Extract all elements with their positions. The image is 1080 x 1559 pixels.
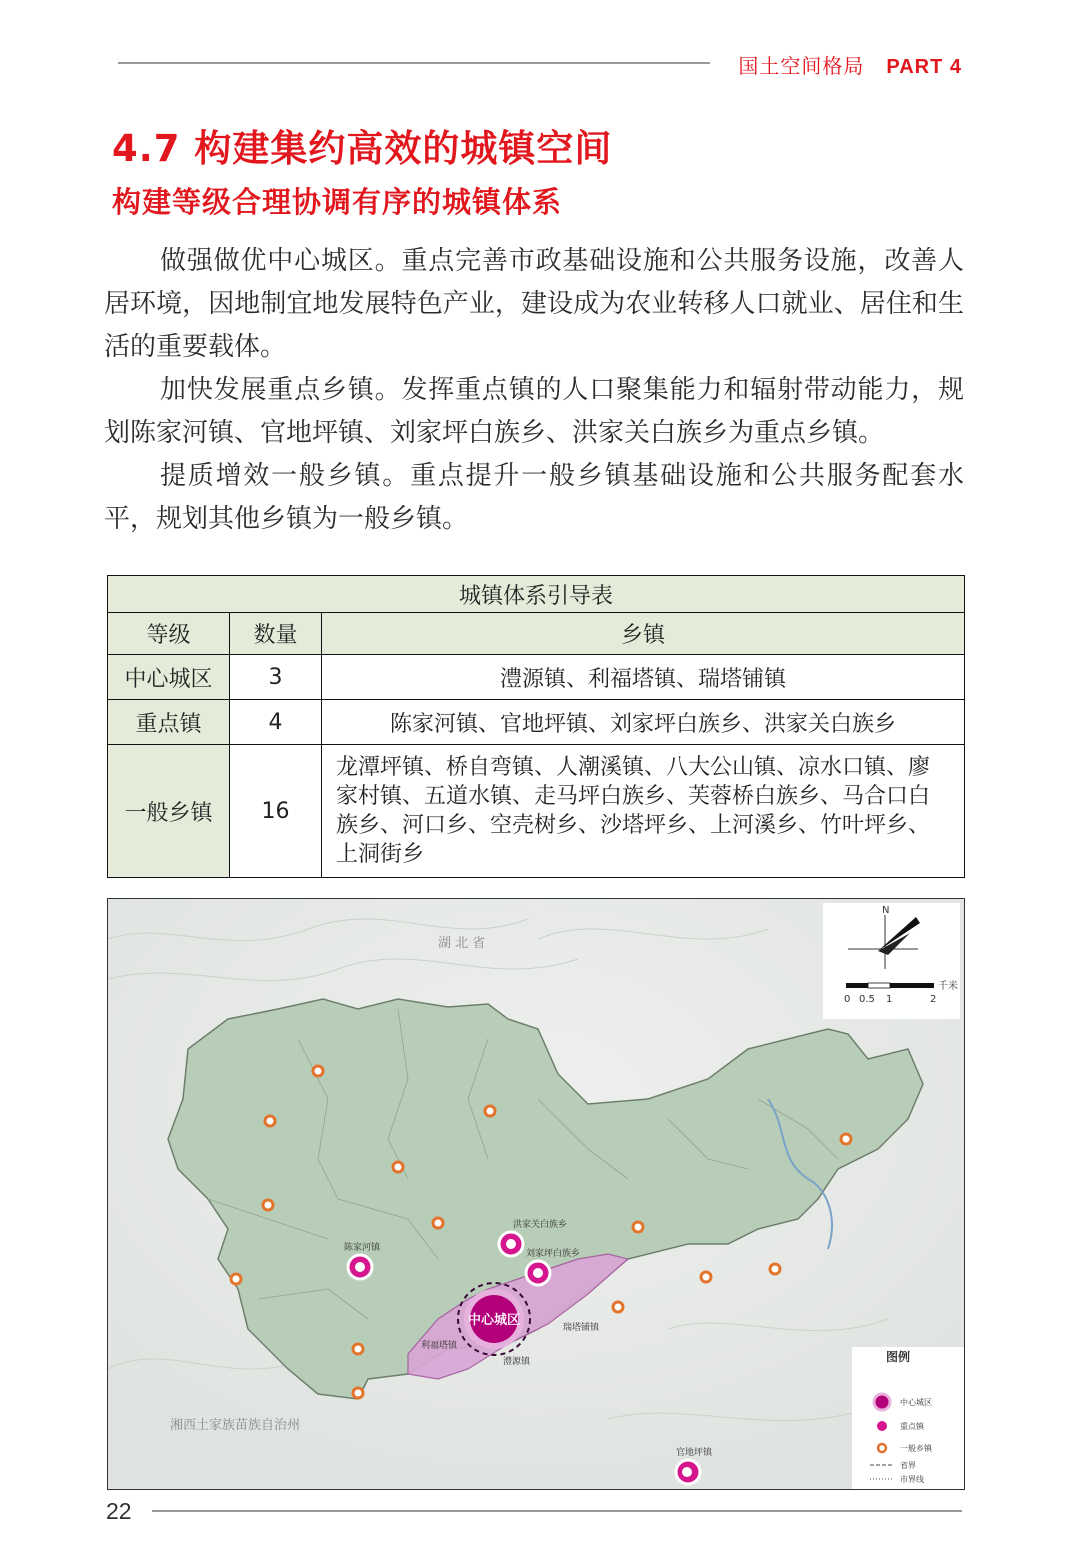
neighbor-label: 湘西土家族苗族自治州 (170, 1418, 301, 1433)
key-town-dot (533, 1268, 543, 1278)
cell-towns: 澧源镇、利福塔镇、瑞塔铺镇 (322, 655, 965, 700)
urban-town-label: 利福塔镇 (421, 1341, 458, 1351)
table-row (108, 700, 965, 745)
page-number: 22 (106, 1498, 132, 1524)
legend-title: 图例 (886, 1350, 911, 1364)
urban-town-label: 澧源镇 (503, 1357, 531, 1367)
cell-level: 重点镇 (108, 700, 230, 745)
running-header (738, 50, 962, 79)
legend-key-label: 重点镇 (900, 1422, 924, 1431)
cell-towns: 陈家河镇、官地坪镇、刘家坪白族乡、洪家关白族乡 (322, 700, 965, 745)
province-label: 湖 北 省 (438, 936, 486, 951)
paragraph: 加快发展重点乡镇。发挥重点镇的人口聚集能力和辐射带动能力，规划陈家河镇、官地坪镇、刘家坪白族乡、洪家关白族乡为重点乡镇。 (104, 375, 964, 448)
table-header: 数量 (230, 613, 322, 655)
footer-rule (152, 1510, 962, 1512)
key-town-dot (506, 1239, 516, 1249)
general-town-marker (265, 1116, 275, 1126)
legend-center-label: 中心城区 (900, 1398, 932, 1407)
section-subtitle: 构建等级合理协调有序的城镇体系 (112, 185, 563, 219)
scale-tick: 2 (930, 994, 937, 1005)
general-town-marker (633, 1222, 643, 1232)
general-town-marker (313, 1066, 323, 1076)
legend-center-icon (874, 1394, 890, 1410)
scale-tick: 0.5 (859, 994, 875, 1005)
key-town-dot (682, 1467, 692, 1477)
legend-prov-label: 省界 (900, 1461, 916, 1470)
header-section: 国土空间格局 (738, 54, 865, 78)
town-system-map (107, 898, 965, 1490)
key-town-label: 陈家河镇 (344, 1243, 381, 1253)
key-town-label: 官地坪镇 (676, 1448, 713, 1458)
general-town-marker (841, 1134, 851, 1144)
cell-level: 一般乡镇 (108, 745, 230, 878)
scale-unit: 千米 (938, 981, 958, 992)
general-town-marker (485, 1106, 495, 1116)
key-town-dot (355, 1262, 365, 1272)
key-town-label: 刘家坪白族乡 (526, 1249, 581, 1259)
legend-key-icon (876, 1420, 888, 1432)
urban-town-label: 瑞塔铺镇 (563, 1323, 600, 1333)
cell-towns: 龙潭坪镇、桥自弯镇、人潮溪镇、八大公山镇、凉水口镇、廖家村镇、五道水镇、走马坪白族乡、芙蓉桥白族乡、马合口白族乡、河口乡、空壳树乡、沙塔坪乡、上河溪乡、竹叶坪乡、上洞街乡 (322, 745, 965, 878)
general-town-marker (353, 1388, 363, 1398)
scale-bar-segment (846, 983, 868, 988)
cell-count: 16 (230, 745, 322, 878)
table-row (108, 745, 965, 878)
map-legend (852, 1347, 964, 1489)
legend-city-label: 市界线 (900, 1475, 924, 1484)
table-header: 乡镇 (322, 613, 965, 655)
body-text (104, 240, 964, 541)
paragraph: 做强做优中心城区。重点完善市政基础设施和公共服务设施，改善人居环境，因地制宜地发展特色产业，建设成为农业转移人口就业、居住和生活的重要载体。 (104, 246, 964, 362)
scale-tick: 0 (844, 994, 851, 1005)
table-title: 城镇体系引导表 (108, 576, 965, 613)
general-town-marker (231, 1274, 241, 1284)
general-town-marker (433, 1218, 443, 1228)
scale-tick: 1 (886, 994, 893, 1005)
general-town-marker (353, 1344, 363, 1354)
header-part: PART 4 (886, 56, 962, 78)
general-town-marker (263, 1200, 273, 1210)
paragraph: 提质增效一般乡镇。重点提升一般乡镇基础设施和公共服务配套水平，规划其他乡镇为一般乡镇。 (104, 461, 964, 534)
scale-bar-segment (868, 983, 890, 988)
center-city-label: 中心城区 (467, 1313, 521, 1328)
general-town-marker (701, 1272, 711, 1282)
north-label: N (882, 905, 890, 916)
legend-general-label: 一般乡镇 (900, 1444, 932, 1453)
key-town-label: 洪家关白族乡 (513, 1220, 568, 1230)
legend-general-icon (878, 1444, 886, 1452)
header-rule (118, 62, 710, 64)
scale-bar-segment (890, 983, 934, 988)
general-town-marker (770, 1264, 780, 1274)
section-title: 4.7 构建集约高效的城镇空间 (112, 127, 613, 170)
cell-level: 中心城区 (108, 655, 230, 700)
table-row (108, 655, 965, 700)
town-system-table (107, 575, 965, 878)
cell-count: 4 (230, 700, 322, 745)
general-town-marker (613, 1302, 623, 1312)
north-arrow-scale (823, 903, 960, 1019)
table-header: 等级 (108, 613, 230, 655)
general-town-marker (393, 1162, 403, 1172)
cell-count: 3 (230, 655, 322, 700)
